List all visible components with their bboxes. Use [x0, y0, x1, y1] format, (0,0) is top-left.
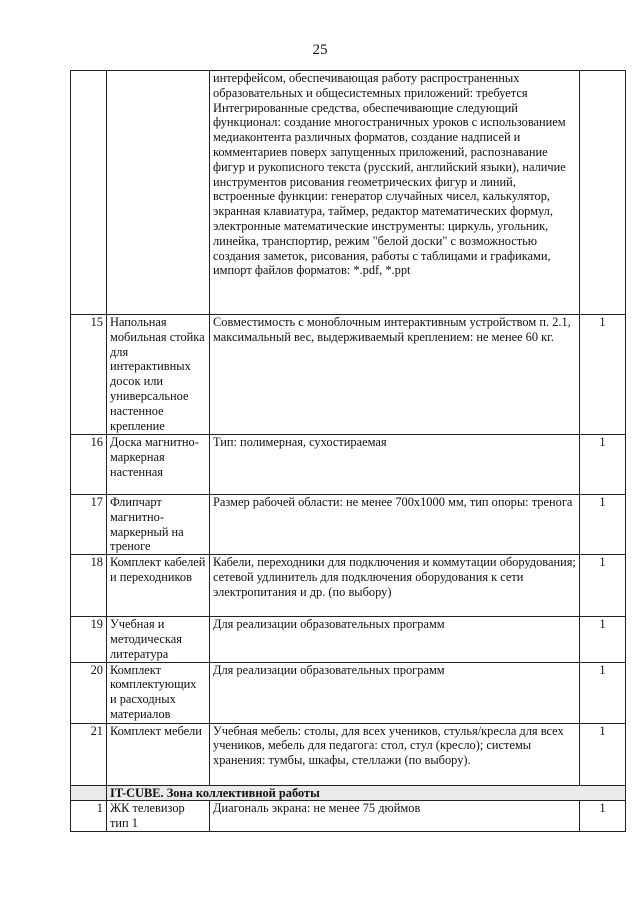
- item-quantity: 1: [580, 435, 626, 495]
- item-quantity: 1: [580, 662, 626, 723]
- row-number: 20: [71, 662, 107, 723]
- item-name: Учебная и методическая литература: [107, 617, 210, 662]
- table-row: [71, 495, 626, 555]
- table-row: [71, 801, 626, 832]
- item-name: Флипчарт магнитно-маркерный на треноге: [107, 495, 210, 555]
- item-description: Совместимость с моноблочным интерактивным устройством п. 2.1, максимальный вес, выдерживаемый креплением: не менее 60 кг.: [210, 315, 580, 435]
- row-number: 16: [71, 435, 107, 495]
- item-name: ЖК телевизор тип 1: [107, 801, 210, 832]
- table-row: [71, 71, 626, 315]
- item-name: Доска магнитно-маркерная настенная: [107, 435, 210, 495]
- item-quantity: 1: [580, 555, 626, 617]
- item-name: Комплект мебели: [107, 723, 210, 785]
- item-name: Напольная мобильная стойка для интерактивных досок или универсальное настенное крепление: [107, 315, 210, 435]
- item-quantity: 1: [580, 801, 626, 832]
- item-description: Учебная мебель: столы, для всех учеников, стулья/кресла для всех учеников, мебель для педагога: стол, стул (кресло); системы хранения: тумбы, шкафы, стеллажи (по выбору).: [210, 723, 580, 785]
- row-number: 18: [71, 555, 107, 617]
- item-description: Для реализации образовательных программ: [210, 617, 580, 662]
- page-number: 25: [312, 42, 328, 58]
- table-row: [71, 617, 626, 662]
- item-description: Для реализации образовательных программ: [210, 662, 580, 723]
- row-number: 1: [71, 801, 107, 832]
- row-number: [71, 71, 107, 315]
- section-title: IT-CUBE. Зона коллективной работы: [107, 785, 626, 801]
- item-description: Размер рабочей области: не менее 700x1000 мм, тип опоры: тренога: [210, 495, 580, 555]
- row-number: 21: [71, 723, 107, 785]
- row-number: 15: [71, 315, 107, 435]
- item-quantity: 1: [580, 495, 626, 555]
- item-name: Комплект кабелей и переходников: [107, 555, 210, 617]
- item-name: [107, 71, 210, 315]
- item-quantity: 1: [580, 723, 626, 785]
- item-description: Кабели, переходники для подключения и коммутации оборудования; сетевой удлинитель для подключения оборудования к сети электропитания и др. (по выбору): [210, 555, 580, 617]
- table-row: [71, 315, 626, 435]
- table-row: [71, 555, 626, 617]
- row-number: 19: [71, 617, 107, 662]
- item-name: Комплект комплектующих и расходных материалов: [107, 662, 210, 723]
- item-quantity: 1: [580, 315, 626, 435]
- item-description: Тип: полимерная, сухостираемая: [210, 435, 580, 495]
- table-row: [71, 723, 626, 785]
- item-quantity: [580, 71, 626, 315]
- row-number: 17: [71, 495, 107, 555]
- item-description: Диагональ экрана: не менее 75 дюймов: [210, 801, 580, 832]
- item-description: интерфейсом, обеспечивающая работу распространенных образовательных и общесистемных приложений: требуется Интегрированные средства, обеспечивающие следующий функционал: создание многостраничных уроков с использованием медиаконтента различных форматов, создание надписей и комментариев поверх запущенных приложений, распознавание фигур и рукописного текста (русский, английский языки), наличие инструментов рисования геометрических фигур и линий, встроенные функции: генератор случайных чисел, калькулятор, экранная клавиатура, таймер, редактор математических формул, электронные математические инструменты: циркуль, угольник, линейка, транспортир, режим "белой доски" с возможностью создания заметок, рисования, работы с таблицами и графиками, импорт файлов форматов: *.pdf, *.ppt: [210, 71, 580, 315]
- table-row: [71, 662, 626, 723]
- item-quantity: 1: [580, 617, 626, 662]
- table-row: [71, 435, 626, 495]
- specification-table: [70, 70, 626, 832]
- section-header-row: [71, 785, 626, 801]
